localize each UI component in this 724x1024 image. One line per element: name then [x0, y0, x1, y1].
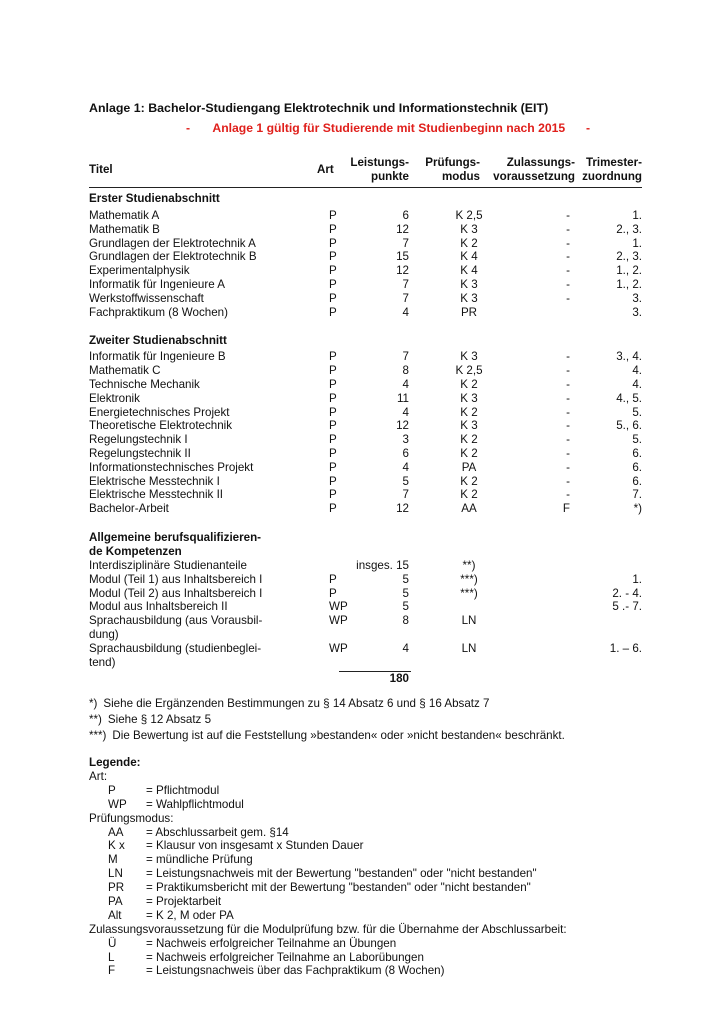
table-row [89, 264, 645, 278]
cell-art: P [329, 364, 337, 378]
cell-trimester: 7. [632, 488, 642, 502]
legend-key: WP [108, 797, 127, 811]
cell-trimester: 5 .- 7. [612, 600, 642, 614]
legend-item [89, 881, 567, 895]
cell-pruefungsmodus: K 3 [460, 277, 478, 291]
cell-zulassung: - [566, 291, 570, 305]
section-3-rows [89, 559, 645, 614]
footnote [89, 712, 565, 728]
legend-value: = Nachweis erfolgreicher Teilnahme an Übungen [146, 936, 397, 950]
table-row [89, 461, 645, 475]
legend-pm-label: Prüfungsmodus: [89, 811, 174, 825]
cell-art: P [329, 305, 337, 319]
cell-zulassung: - [566, 264, 570, 278]
header-tz-line2: zuordnung [582, 169, 642, 183]
cell-titel: Regelungstechnik I [89, 433, 188, 447]
header-lp-line2: punkte [370, 169, 409, 183]
cell-leistungspunkte: 5 [402, 600, 409, 614]
cell-zulassung: - [566, 236, 570, 250]
cell-trimester: 5., 6. [616, 419, 642, 433]
legend-key: F [108, 964, 116, 978]
cell-leistungspunkte: 12 [396, 222, 409, 236]
header-zv-line1: Zulassungs- [506, 156, 575, 169]
cell-art: P [329, 264, 337, 278]
cell-leistungspunkte: 4 [402, 305, 409, 319]
table-row [89, 223, 645, 237]
cell-art: P [329, 433, 337, 447]
cell-trimester: 3. [632, 291, 642, 305]
legend-key: PR [108, 881, 125, 895]
section-gap [89, 516, 645, 531]
legend-key: AA [108, 825, 124, 839]
cell-leistungspunkte: 12 [396, 264, 409, 278]
cell-leistungspunkte: 12 [396, 419, 409, 433]
header-rule [89, 187, 642, 188]
table-row [89, 559, 645, 573]
cell-pruefungsmodus: K 3 [460, 391, 478, 405]
cell-art: P [329, 236, 337, 250]
footnote-mark: **) [89, 712, 102, 726]
table-row [89, 237, 645, 251]
subtitle-dash-right: - [585, 121, 591, 135]
subtitle-dash-left: - [186, 121, 191, 135]
cell-leistungspunkte: 12 [396, 502, 409, 516]
cell-art: P [329, 391, 337, 405]
cell-leistungspunkte: insges. 15 [356, 558, 409, 572]
cell-leistungspunkte: 7 [402, 277, 409, 291]
cell-leistungspunkte: 6 [402, 209, 409, 222]
footnote-mark: ***) [89, 728, 107, 742]
cell-zulassung: - [566, 222, 570, 236]
cell-zulassung: - [566, 488, 570, 502]
table-row [89, 392, 645, 406]
cell-titel-line1: Sprachausbildung (studienbeglei- [89, 641, 262, 655]
table-row [89, 433, 645, 447]
table-row [89, 573, 645, 587]
legend-item [89, 937, 567, 951]
header-leistungspunkte [350, 156, 409, 184]
cell-titel: Grundlagen der Elektrotechnik A [89, 236, 256, 250]
cell-titel: Elektronik [89, 391, 140, 405]
cell-titel-line2: tend) [89, 655, 116, 669]
cell-trimester: 6. [632, 446, 642, 460]
cell-titel-line1: Sprachausbildung (aus Vorausbil- [89, 614, 263, 628]
cell-pruefungsmodus: K 2 [460, 488, 478, 502]
cell-pruefungsmodus: K 2 [460, 236, 478, 250]
section-2-rows [89, 350, 645, 516]
footnote-text: Siehe § 12 Absatz 5 [107, 712, 212, 726]
table-row [89, 406, 645, 420]
cell-titel: Elektrische Messtechnik II [89, 488, 224, 502]
cell-art: P [329, 572, 337, 586]
cell-leistungspunkte: 4 [402, 641, 409, 655]
legend-key: Ü [108, 936, 117, 950]
cell-pruefungsmodus: K 3 [460, 419, 478, 433]
table-row [89, 350, 645, 364]
cell-leistungspunkte: 4 [402, 405, 409, 419]
section-heading-3-line2: de Kompetenzen [89, 544, 182, 558]
cell-titel: Informatik für Ingenieure B [89, 350, 226, 364]
cell-leistungspunkte: 8 [402, 614, 409, 628]
cell-zulassung: F [562, 502, 570, 516]
cell-zulassung: - [566, 405, 570, 419]
legend-key: P [108, 783, 116, 797]
document-subtitle [186, 121, 590, 135]
cell-trimester: 4. [632, 364, 642, 378]
legend-title: Legende: [89, 756, 141, 769]
cell-trimester: 6. [632, 474, 642, 488]
cell-leistungspunkte: 8 [402, 364, 409, 378]
cell-leistungspunkte: 5 [402, 586, 409, 600]
table-row [89, 306, 645, 320]
cell-art: P [329, 250, 337, 264]
cell-trimester: 2. - 4. [612, 586, 642, 600]
cell-pruefungsmodus: K 3 [460, 350, 478, 364]
cell-zulassung: - [566, 460, 570, 474]
cell-titel: Technische Mechanik [89, 377, 200, 391]
footnote-text: Siehe die Ergänzenden Bestimmungen zu § 14 Absatz 6 und § 16 Absatz 7 [103, 697, 490, 710]
cell-pruefungsmodus: K 2 [460, 405, 478, 419]
legend-item [89, 895, 567, 909]
table-row [89, 292, 645, 306]
cell-art: P [329, 405, 337, 419]
cell-art: P [329, 460, 337, 474]
cell-titel: Informationstechnisches Projekt [89, 460, 254, 474]
legend-value: = Leistungsnachweis über das Fachpraktikum (8 Wochen) [146, 964, 445, 978]
legend-zv-label: Zulassungsvoraussetzung für die Modulprüfung bzw. für die Übernahme der Abschlussarbeit: [89, 922, 567, 936]
table-row [89, 378, 645, 392]
cell-leistungspunkte: 4 [402, 377, 409, 391]
cell-pruefungsmodus: PA [461, 460, 477, 474]
legend-value: = mündliche Prüfung [146, 853, 253, 867]
footnote [89, 728, 565, 744]
cell-zulassung: - [566, 277, 570, 291]
header-trimesterzuordnung [582, 156, 642, 184]
legend-value: = Klausur von insgesamt x Stunden Dauer [146, 839, 364, 853]
footnote-mark: *) [89, 697, 98, 710]
cell-trimester: 2., 3. [616, 250, 642, 264]
cell-trimester: 3. [632, 305, 642, 319]
cell-leistungspunkte: 7 [402, 350, 409, 364]
cell-trimester: 2., 3. [616, 222, 642, 236]
cell-art: P [329, 291, 337, 305]
cell-pruefungsmodus: K 2 [460, 377, 478, 391]
cell-trimester: 4., 5. [616, 391, 642, 405]
cell-leistungspunkte: 15 [396, 250, 409, 264]
legend [89, 756, 567, 978]
cell-pruefungsmodus: K 2 [460, 446, 478, 460]
header-art: Art [317, 163, 334, 176]
cell-titel [89, 614, 262, 642]
table-row [89, 250, 645, 264]
cell-trimester: 1., 2. [616, 277, 642, 291]
cell-titel: Werkstoffwissenschaft [89, 291, 204, 305]
cell-pruefungsmodus: ***) [460, 586, 478, 600]
cell-pruefungsmodus: **) [462, 558, 476, 572]
header-pm-line1: Prüfungs- [425, 156, 480, 169]
cell-art: WP [329, 614, 348, 628]
legend-item [89, 784, 567, 798]
cell-zulassung: - [566, 474, 570, 488]
cell-zulassung: - [566, 446, 570, 460]
legend-item [89, 853, 567, 867]
cell-leistungspunkte: 7 [402, 488, 409, 502]
module-table [89, 156, 645, 685]
cell-leistungspunkte: 11 [396, 391, 409, 405]
legend-item [89, 839, 567, 853]
cell-zulassung: - [566, 391, 570, 405]
cell-art: P [329, 419, 337, 433]
legend-value: = Pflichtmodul [146, 783, 220, 797]
cell-pruefungsmodus: K 3 [460, 291, 478, 305]
cell-trimester: *) [633, 502, 642, 516]
cell-pruefungsmodus: K 4 [460, 264, 478, 278]
cell-pruefungsmodus: ***) [460, 572, 478, 586]
cell-pruefungsmodus: AA [461, 502, 477, 516]
section-gap [89, 319, 645, 334]
table-row [89, 502, 645, 516]
section-heading-3-line1: Allgemeine berufsqualifizieren- [89, 530, 262, 544]
legend-key: Alt [108, 908, 122, 922]
cell-titel: Modul (Teil 1) aus Inhaltsbereich I [89, 572, 263, 586]
cell-art: WP [329, 641, 348, 655]
legend-value: = Praktikumsbericht mit der Bewertung "bestanden" oder "nicht bestanden" [146, 881, 531, 895]
cell-titel: Modul aus Inhaltsbereich II [89, 600, 228, 614]
cell-art: P [329, 502, 337, 516]
cell-leistungspunkte: 5 [402, 474, 409, 488]
legend-value: = Wahlpflichtmodul [146, 797, 244, 811]
cell-pruefungsmodus: K 4 [460, 250, 478, 264]
header-titel: Titel [89, 163, 113, 176]
header-lp-line1: Leistungs- [350, 156, 409, 169]
cell-trimester: 1. – 6. [609, 641, 642, 655]
section-heading-1: Erster Studienabschnitt [89, 192, 220, 205]
cell-pruefungsmodus: K 2,5 [455, 209, 483, 222]
header-pruefungsmodus [425, 156, 480, 184]
cell-titel: Energietechnisches Projekt [89, 405, 230, 419]
section-1-rows [89, 209, 645, 319]
cell-art: P [329, 277, 337, 291]
cell-pruefungsmodus: K 2 [460, 433, 478, 447]
cell-zulassung: - [566, 377, 570, 391]
table-header [89, 156, 645, 184]
cell-titel: Experimentalphysik [89, 264, 190, 278]
cell-titel: Grundlagen der Elektrotechnik B [89, 250, 257, 264]
cell-titel: Elektrische Messtechnik I [89, 474, 220, 488]
cell-titel: Mathematik C [89, 364, 161, 378]
legend-key: L [108, 950, 115, 964]
legend-value: = Leistungsnachweis mit der Bewertung "bestanden" oder "nicht bestanden" [146, 867, 537, 881]
cell-titel-line2: dung) [89, 627, 119, 641]
cell-titel [89, 642, 261, 670]
section-3-multiline-rows [89, 614, 645, 669]
table-row [89, 364, 645, 378]
table-row [89, 278, 645, 292]
cell-art: P [329, 474, 337, 488]
cell-zulassung: - [566, 350, 570, 364]
legend-value: = Nachweis erfolgreicher Teilnahme an Laborübungen [146, 950, 424, 964]
cell-titel: Theoretische Elektrotechnik [89, 419, 233, 433]
cell-art: P [329, 446, 337, 460]
footnote-text: Die Bewertung ist auf die Feststellung »bestanden« oder »nicht bestanden« beschränkt. [112, 728, 565, 742]
document-title: Anlage 1: Bachelor-Studiengang Elektrotechnik und Informationstechnik (EIT) [89, 101, 549, 115]
cell-art: P [329, 488, 337, 502]
legend-zv-items [89, 937, 567, 979]
cell-trimester: 1. [632, 236, 642, 250]
table-row [89, 600, 645, 614]
cell-trimester: 5. [632, 433, 642, 447]
legend-item [89, 909, 567, 923]
legend-value: = Projektarbeit [146, 894, 222, 908]
cell-titel: Interdisziplinäre Studienanteile [89, 558, 247, 572]
cell-titel: Modul (Teil 2) aus Inhaltsbereich I [89, 586, 263, 600]
total-points: 180 [389, 672, 409, 686]
table-row [89, 475, 645, 489]
cell-art: P [329, 350, 337, 364]
cell-titel: Informatik für Ingenieure A [89, 277, 225, 291]
table-row [89, 614, 645, 642]
table-row [89, 587, 645, 601]
legend-key: LN [108, 867, 123, 881]
cell-pruefungsmodus: LN [461, 641, 477, 655]
header-pm-line2: modus [441, 169, 480, 183]
table-row [89, 642, 645, 670]
legend-item [89, 826, 567, 840]
cell-zulassung: - [566, 364, 570, 378]
cell-art: P [329, 586, 337, 600]
footnotes [89, 696, 565, 743]
legend-pm-items [89, 826, 567, 923]
cell-trimester: 1., 2. [616, 264, 642, 278]
cell-trimester: 1. [632, 209, 642, 222]
legend-art-items [89, 784, 567, 812]
legend-key: M [108, 853, 118, 867]
footnote [89, 696, 565, 712]
cell-art: WP [329, 600, 348, 614]
cell-leistungspunkte: 6 [402, 446, 409, 460]
cell-trimester: 6. [632, 460, 642, 474]
cell-titel: Mathematik B [89, 222, 160, 236]
header-tz-line1: Trimester- [585, 156, 642, 169]
cell-pruefungsmodus: K 2 [460, 474, 478, 488]
table-row [89, 419, 645, 433]
section-heading-2: Zweiter Studienabschnitt [89, 334, 227, 348]
cell-pruefungsmodus: LN [461, 614, 477, 628]
cell-zulassung: - [566, 433, 570, 447]
table-row [89, 447, 645, 461]
cell-titel: Mathematik A [89, 209, 160, 222]
legend-value: = Abschlussarbeit gem. §14 [146, 825, 289, 839]
legend-art-label: Art: [89, 769, 108, 783]
cell-trimester: 3., 4. [616, 350, 642, 364]
cell-zulassung: - [566, 419, 570, 433]
table-row [89, 488, 645, 502]
cell-leistungspunkte: 3 [402, 433, 409, 447]
cell-titel: Regelungstechnik II [89, 446, 191, 460]
cell-leistungspunkte: 5 [402, 572, 409, 586]
legend-value: = K 2, M oder PA [146, 908, 234, 922]
cell-zulassung: - [566, 250, 570, 264]
cell-pruefungsmodus: K 3 [460, 222, 478, 236]
legend-item [89, 867, 567, 881]
cell-leistungspunkte: 7 [402, 236, 409, 250]
cell-pruefungsmodus: PR [460, 305, 478, 319]
cell-trimester: 4. [632, 377, 642, 391]
cell-zulassung: - [566, 209, 570, 222]
cell-trimester: 1. [632, 572, 642, 586]
legend-item [89, 798, 567, 812]
legend-key: PA [108, 894, 123, 908]
legend-item [89, 951, 567, 965]
header-zv-line2: voraussetzung [493, 169, 575, 183]
cell-art: P [329, 222, 337, 236]
table-row [89, 209, 645, 223]
subtitle-text: Anlage 1 gültig für Studierende mit Studienbeginn nach 2015 [212, 121, 566, 135]
cell-leistungspunkte: 7 [402, 291, 409, 305]
cell-trimester: 5. [632, 405, 642, 419]
cell-titel: Bachelor-Arbeit [89, 502, 169, 516]
legend-item [89, 964, 567, 978]
legend-key: K x [108, 839, 125, 853]
total-row [89, 669, 645, 685]
cell-titel: Fachpraktikum (8 Wochen) [89, 305, 228, 319]
cell-pruefungsmodus: K 2,5 [455, 364, 483, 378]
cell-art: P [329, 209, 337, 222]
header-zulassungsvoraussetzung [493, 156, 575, 184]
cell-leistungspunkte: 4 [402, 460, 409, 474]
cell-art: P [329, 377, 337, 391]
